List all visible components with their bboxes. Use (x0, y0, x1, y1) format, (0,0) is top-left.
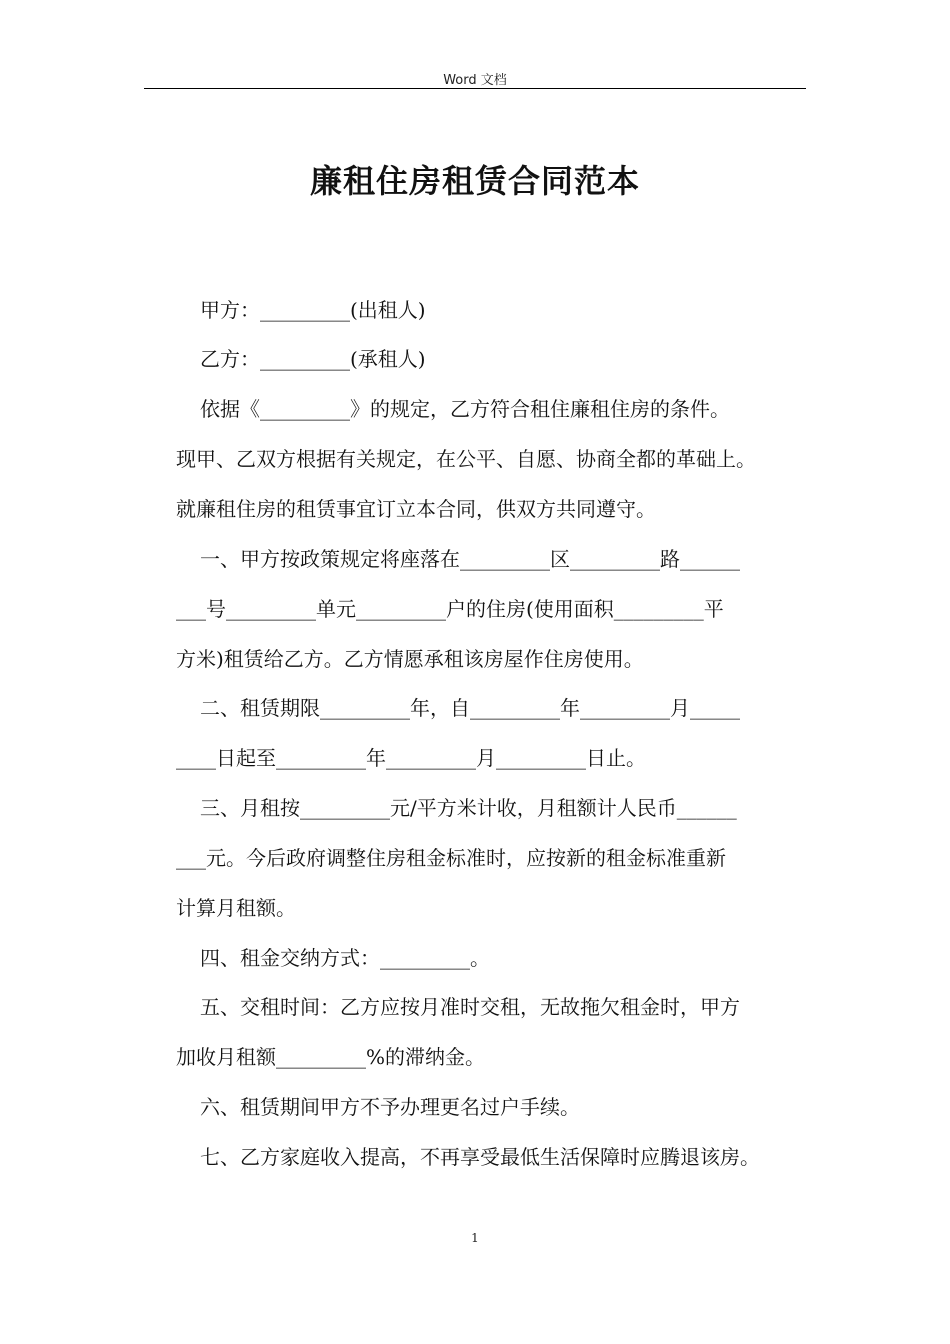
paragraph-line: ____日起至_________年_________月_________日止。 (176, 746, 646, 770)
paragraph-line: 四、租金交纳方式：_________。 (200, 946, 490, 970)
page-header: Word 文档 (443, 73, 507, 88)
paragraph-line: 加收月租额_________%的滞纳金。 (176, 1045, 486, 1069)
paragraph-line: 依据《_________》的规定，乙方符合租住廉租住房的条件。 (200, 397, 730, 421)
paragraph-line: 一、甲方按政策规定将座落在_________区_________路______ (200, 547, 740, 571)
paragraph-line: 计算月租额。 (176, 896, 296, 920)
document-title: 廉租住房租赁合同范本 (309, 162, 640, 200)
paragraph-line: 就廉租住房的租赁事宜订立本合同，供双方共同遵守。 (176, 497, 656, 521)
paragraph-line: 五、交租时间：乙方应按月准时交租，无故拖欠租金时，甲方 (200, 995, 740, 1019)
paragraph-line: 乙方：_________(承租人) (200, 347, 426, 371)
paragraph-line: 六、租赁期间甲方不予办理更名过户手续。 (200, 1095, 580, 1119)
paragraph-line: 现甲、乙双方根据有关规定，在公平、自愿、协商全都的革础上。 (176, 447, 756, 471)
paragraph-line: 三、月租按_________元/平方米计收，月租额计人民币______ (200, 796, 737, 820)
paragraph-line: 甲方：_________(出租人) (200, 298, 426, 322)
paragraph-line: 二、租赁期限_________年，自_________年_________月_____ (200, 696, 740, 720)
header-rule (144, 88, 806, 89)
paragraph-line: ___号_________单元_________户的住房(使用面积_________平 (176, 597, 724, 621)
paragraph-line: 方米)租赁给乙方。乙方情愿承租该房屋作住房使用。 (176, 647, 644, 671)
page-number: 1 (471, 1231, 479, 1245)
paragraph-line: 七、乙方家庭收入提高，不再享受最低生活保障时应腾退该房。 (200, 1145, 760, 1169)
paragraph-line: ___元。今后政府调整住房租金标准时，应按新的租金标准重新 (176, 846, 726, 870)
